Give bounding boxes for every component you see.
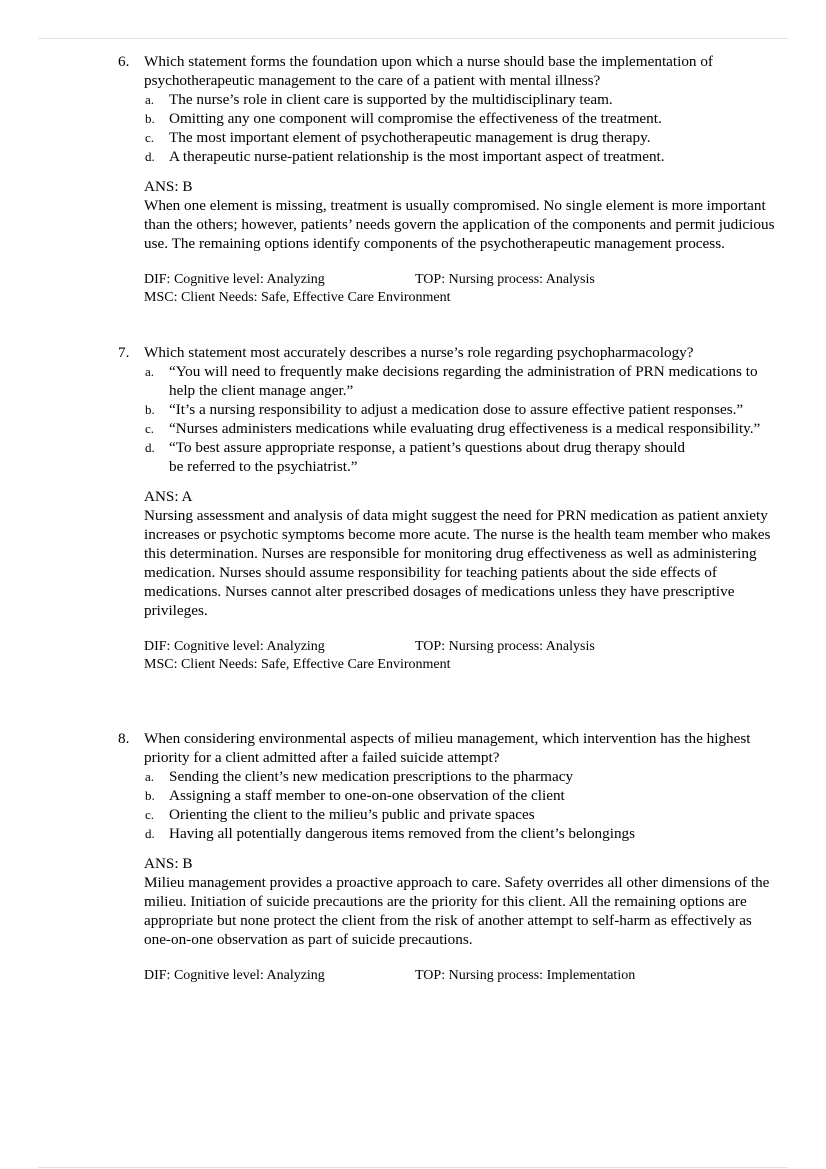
msc-label: MSC: Client Needs: Safe, Effective Care Environment xyxy=(144,657,451,672)
question-6 xyxy=(118,52,778,307)
option-text: Assigning a staff member to one-on-one observation of the client xyxy=(169,787,565,804)
question-8 xyxy=(118,729,778,985)
option-letter: c. xyxy=(145,421,155,436)
topic-label: TOP: Nursing process: Analysis xyxy=(415,272,595,287)
option-text: Omitting any one component will compromise the effectiveness of the treatment. xyxy=(169,110,662,127)
rationale: Nursing assessment and analysis of data might suggest the need for PRN medication as patient anxiety increases or psychotic symptoms become more acute. The nurse is the health team member who makes this determination. Nurses are responsible for monitoring drug effectiveness as well as administering medication. Nurses should assume responsibility for teaching patients about the side effects of medications. Nurses cannot alter prescribed dosages of medications unless they have prescriptive privileges. xyxy=(144,507,771,619)
option-letter: d. xyxy=(145,826,155,841)
option-letter: c. xyxy=(145,807,155,822)
topic-label: TOP: Nursing process: Implementation xyxy=(415,968,636,983)
question-text: Which statement forms the foundation upon which a nurse should base the implementation of psychotherapeutic management to the care of a patient with mental illness? xyxy=(144,53,713,89)
option-c xyxy=(118,805,778,824)
option-text: A therapeutic nurse-patient relationship is the most important aspect of treatment. xyxy=(169,148,665,165)
question-text: When considering environmental aspects of milieu management, which intervention has the highest priority for a client admitted after a failed suicide attempt? xyxy=(144,730,751,766)
option-letter: a. xyxy=(145,92,155,107)
msc-label: MSC: Client Needs: Safe, Effective Care Environment xyxy=(144,290,451,305)
option-letter: b. xyxy=(145,111,155,126)
option-text: The nurse’s role in client care is supported by the multidisciplinary team. xyxy=(169,91,613,108)
option-letter: d. xyxy=(145,149,155,164)
bottom-divider xyxy=(38,1167,788,1168)
rationale: Milieu management provides a proactive approach to care. Safety overrides all other dimensions of the milieu. Initiation of suicide precautions are the priority for this client. All the remaining options are appropriate but none protect the client from the risk of another attempt to self-harm as effectively as one-on-one observation as part of suicide precautions. xyxy=(144,874,770,948)
question-metadata xyxy=(118,967,778,985)
option-list xyxy=(118,362,778,476)
option-text: Orienting the client to the milieu’s public and private spaces xyxy=(169,806,535,823)
option-text: “You will need to frequently make decisions regarding the administration of PRN medications to help the client manage anger.” xyxy=(169,363,758,399)
option-a xyxy=(118,90,778,109)
option-a xyxy=(118,767,778,786)
option-text: Having all potentially dangerous items removed from the client’s belongings xyxy=(169,825,636,842)
option-letter: a. xyxy=(145,364,155,379)
option-d xyxy=(118,438,778,476)
question-number: 6. xyxy=(118,53,130,70)
answer-key: ANS: B xyxy=(144,855,193,872)
option-list xyxy=(118,767,778,843)
option-letter: c. xyxy=(145,130,155,145)
question-stem xyxy=(118,343,778,362)
option-d xyxy=(118,147,778,166)
question-7 xyxy=(118,343,778,674)
question-number: 8. xyxy=(118,730,130,747)
answer-key: ANS: B xyxy=(144,178,193,195)
option-d xyxy=(118,824,778,843)
question-stem xyxy=(118,52,778,90)
option-text: “To best assure appropriate response, a patient’s questions about drug therapy should be referred to the psychiatrist.” xyxy=(169,439,686,475)
option-letter: d. xyxy=(145,440,155,455)
option-letter: b. xyxy=(145,788,155,803)
option-letter: a. xyxy=(145,769,155,784)
top-divider xyxy=(38,38,788,39)
option-a xyxy=(118,362,778,400)
option-text: “Nurses administers medications while evaluating drug effectiveness is a medical responsibility.” xyxy=(169,420,761,437)
option-c xyxy=(118,419,778,438)
question-stem xyxy=(118,729,778,767)
option-c xyxy=(118,128,778,147)
option-b xyxy=(118,109,778,128)
option-text: Sending the client’s new medication prescriptions to the pharmacy xyxy=(169,768,574,785)
difficulty-label: DIF: Cognitive level: Analyzing xyxy=(144,639,325,654)
difficulty-label: DIF: Cognitive level: Analyzing xyxy=(144,272,325,287)
option-text: The most important element of psychotherapeutic management is drug therapy. xyxy=(169,129,651,146)
question-metadata xyxy=(118,638,778,674)
question-text: Which statement most accurately describes a nurse’s role regarding psychopharmacology? xyxy=(144,344,694,361)
option-text: “It’s a nursing responsibility to adjust a medication dose to assure effective patient responses.” xyxy=(169,401,744,418)
answer-key: ANS: A xyxy=(144,488,193,505)
option-letter: b. xyxy=(145,402,155,417)
question-number: 7. xyxy=(118,344,130,361)
option-list xyxy=(118,90,778,166)
difficulty-label: DIF: Cognitive level: Analyzing xyxy=(144,968,325,983)
question-metadata xyxy=(118,271,778,307)
option-b xyxy=(118,786,778,805)
topic-label: TOP: Nursing process: Analysis xyxy=(415,639,595,654)
option-b xyxy=(118,400,778,419)
rationale: When one element is missing, treatment is usually compromised. No single element is more important than the others; however, patients’ needs govern the application of the components and permit judicious use. The remaining options identify components of the psychotherapeutic management process. xyxy=(144,197,775,252)
